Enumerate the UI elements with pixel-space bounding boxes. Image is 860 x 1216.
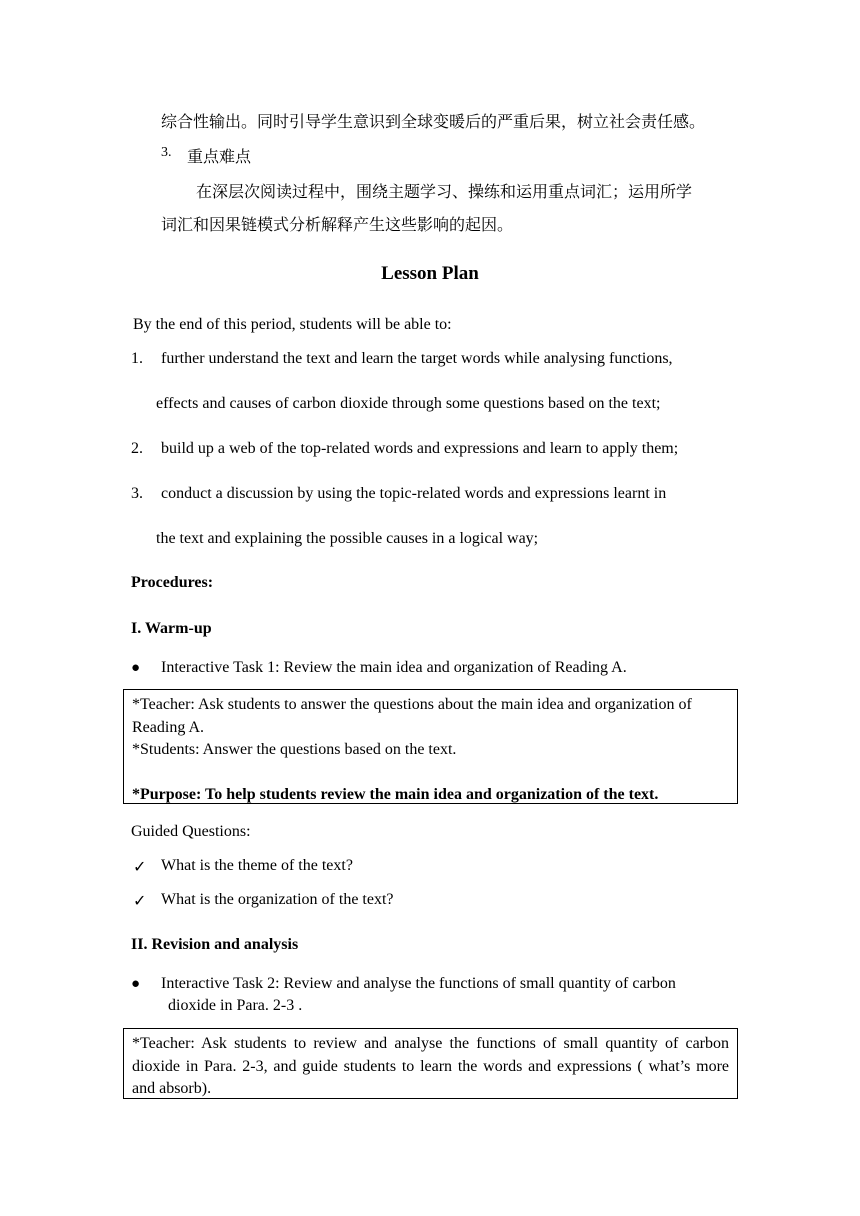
objective-text: the text and explaining the possible causes in a logical way; [156,530,539,547]
cn-paragraph-line: 综合性输出。同时引导学生意识到全球变暖后的严重后果，树立社会责任感。 [161,114,706,131]
objective-text: further understand the text and learn the target words while analysing functions, [161,350,673,367]
intro-text: By the end of this period, students will be able to: [133,316,452,333]
bullet-icon: ● [131,976,141,992]
task-box-revision [123,1028,738,1099]
cn-paragraph-line: 词汇和因果链模式分析解释产生这些影响的起因。 [161,217,514,234]
guided-questions-label: Guided Questions: [131,823,251,840]
objective-text: build up a web of the top-related words and expressions and learn to apply them; [161,440,679,457]
teacher-instruction: *Teacher: Ask students to answer the questions about the main idea and organization of Reading A. [132,696,692,736]
objective-number: 1. [131,350,143,367]
check-icon: ✓ [133,859,147,876]
guided-question: What is the organization of the text? [161,891,394,908]
section-number: 3. [161,145,172,160]
cn-paragraph-line: 在深层次阅读过程中，围绕主题学习、操练和运用重点词汇；运用所学 [196,184,693,201]
objective-text: effects and causes of carbon dioxide through some questions based on the text; [156,395,661,412]
revision-heading: II. Revision and analysis [131,936,299,953]
bullet-icon: ● [131,660,141,676]
objective-number: 3. [131,485,143,502]
teacher-instruction: *Teacher: Ask students to review and analyse the functions of small quantity of carbon dioxide in Para. 2-3, and guide students to learn the words and expressions ( what’s more and absorb). [132,1035,729,1097]
procedures-heading: Procedures: [131,574,214,591]
guided-question: What is the theme of the text? [161,857,353,874]
task-box-warmup [123,689,738,804]
page-title: Lesson Plan [381,263,479,284]
check-icon: ✓ [133,893,147,910]
section-title: 重点难点 [187,149,252,166]
task-text: Interactive Task 2: Review and analyse the functions of small quantity of carbon [161,975,676,992]
objective-text: conduct a discussion by using the topic-related words and expressions learnt in [161,485,667,502]
objective-number: 2. [131,440,143,457]
task-text: Interactive Task 1: Review the main idea and organization of Reading A. [161,659,627,676]
spacer [132,762,729,785]
warmup-heading: I. Warm-up [131,620,212,637]
students-instruction: *Students: Answer the questions based on the text. [132,741,457,758]
task-text: dioxide in Para. 2-3 . [168,997,303,1014]
purpose-text: *Purpose: To help students review the main idea and organization of the text. [132,786,659,803]
